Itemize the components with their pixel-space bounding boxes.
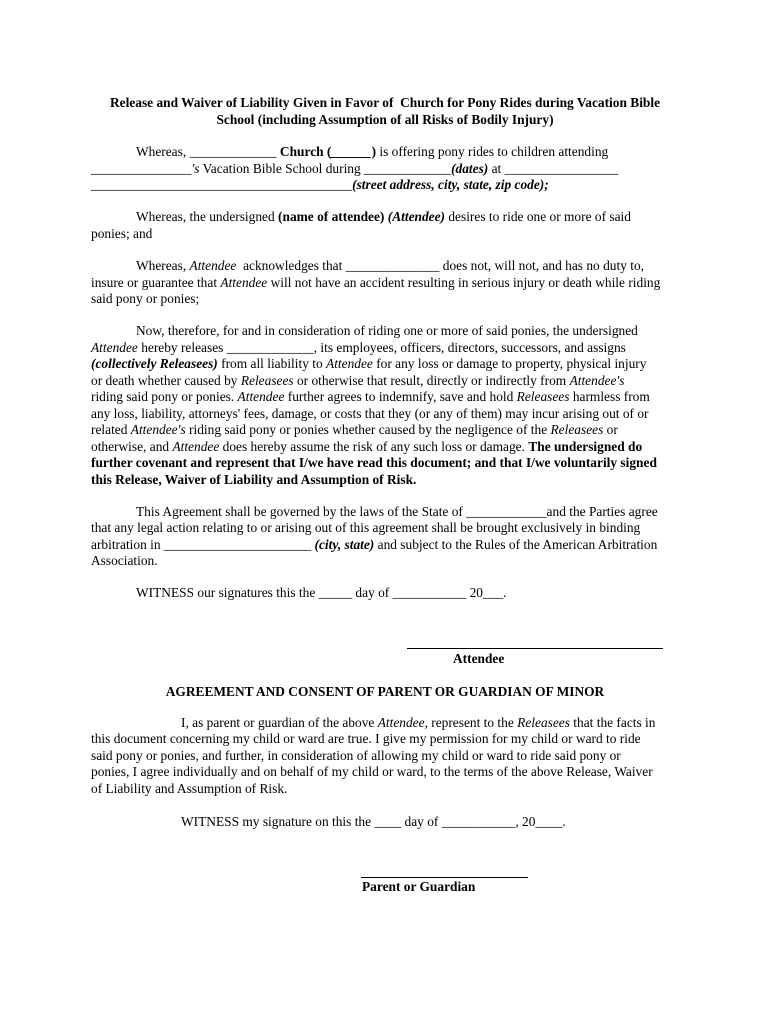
paragraph-parent-consent: I, as parent or guardian of the above Attendee, represent to the Releasees that the facts in (181, 715, 656, 730)
witness-signature-line: WITNESS my signature on this the ____ day of ___________, 20____. (181, 814, 566, 829)
paragraph-release-terms: Now, therefore, for and in consideration of riding one or more of said ponies, the undersigned (136, 323, 638, 338)
attendee-label: Attendee (453, 651, 505, 666)
witness-signatures-line: WITNESS our signatures this the _____ day of ___________ 20___. (136, 585, 507, 600)
paragraph-whereas-acknowledges: Whereas, Attendee acknowledges that ______________ does not, will not, and has no duty to, (136, 258, 644, 273)
guardian-signature-line[interactable] (361, 877, 528, 878)
paragraph-whereas-attendee: Whereas, the undersigned (name of attendee) (Attendee) desires to ride one or more of said (136, 209, 631, 224)
section-heading: AGREEMENT AND CONSENT OF PARENT OR GUARDIAN OF MINOR (165, 684, 605, 699)
guardian-label: Parent or Guardian (362, 879, 476, 894)
paragraph-governing-law: This Agreement shall be governed by the laws of the State of ____________and the Parties agree (136, 504, 658, 519)
attendee-signature-line[interactable] (407, 648, 663, 649)
document-title-line-1: Release and Waiver of Liability Given in Favor of Church for Pony Rides during Vacation Bible (109, 95, 661, 110)
document-title-line-2: School (including Assumption of all Risks of Bodily Injury) (216, 112, 554, 127)
document-page: Release and Waiver of Liability Given in Favor of Church for Pony Rides during Vacation Bible School (including Assumption of all Risks of Bodily Injury) Whereas, _____________ Church (______) is offering pony rides to children attending _______________'s Vacation Bible School during _____________(dates) at _________________ _______________________________________(street address, city, state, zip code); Whereas, the undersigned (name of attendee) (Attendee) desires to ride one or more of said ponies; and Whereas, Attendee acknowledges that ______________ does not, will not, and has no duty to, insure or guarantee that Attendee will not have an accident resulting in serious injury or death while riding said pony or ponies; Now, therefore, for and in consideration of riding one or more of said ponies, the undersigned Attendee hereby releases _____________, its employees, officers, directors, successors, and assigns (collectively Releasees) from all liability to Attendee for any loss or damage to property, physical injury or death whether caused by Releasees or otherwise that result, directly or indirectly from Attendee's riding said pony or ponies. Attendee further agrees to indemnify, save and hold Releasees harmless from any loss, liability, attorneys' fees, damage, or costs that they (or any of them) may incur arising out of or related Attendee's riding said pony or ponies whether caused by the negligence of the Releasees or otherwise, and Attendee does hereby assume the risk of any such loss or damage. The undersigned do further covenant and represent that I/we have read this document; and that I/we voluntarily signed this Release, Waiver of Liability and Assumption of Risk. This Agreement shall be governed by the laws of the State of ____________and the Parties agree that any legal action relating to or arising out of this agreement shall be brought exclusively in binding arbitration in ______________________ (city, state) and subject to the Rules of the American Arbitration Association. WITNESS our signatures this the _____ day of ___________ 20___. Attendee AGREEMENT AND CONSENT OF PARENT OR GUARDIAN OF MINOR I, as parent or guardian of the above Attendee, represent to the Releasees that the facts in this document concerning my child or ward are true. I give my permission for my child or ward to ride said pony or ponies, and further, in consideration of allowing my child or ward to ride said pony or ponies, I agree individually and on behalf of my child or ward, to the terms of the above Release, Waiver of Liability and Assumption of Risk. WITNESS my signature on this the ____ day of ___________, 20____. Parent or Guardian (0, 0, 770, 1024)
paragraph-whereas-church: Whereas, _____________ Church (______) is offering pony rides to children attending (136, 144, 609, 159)
